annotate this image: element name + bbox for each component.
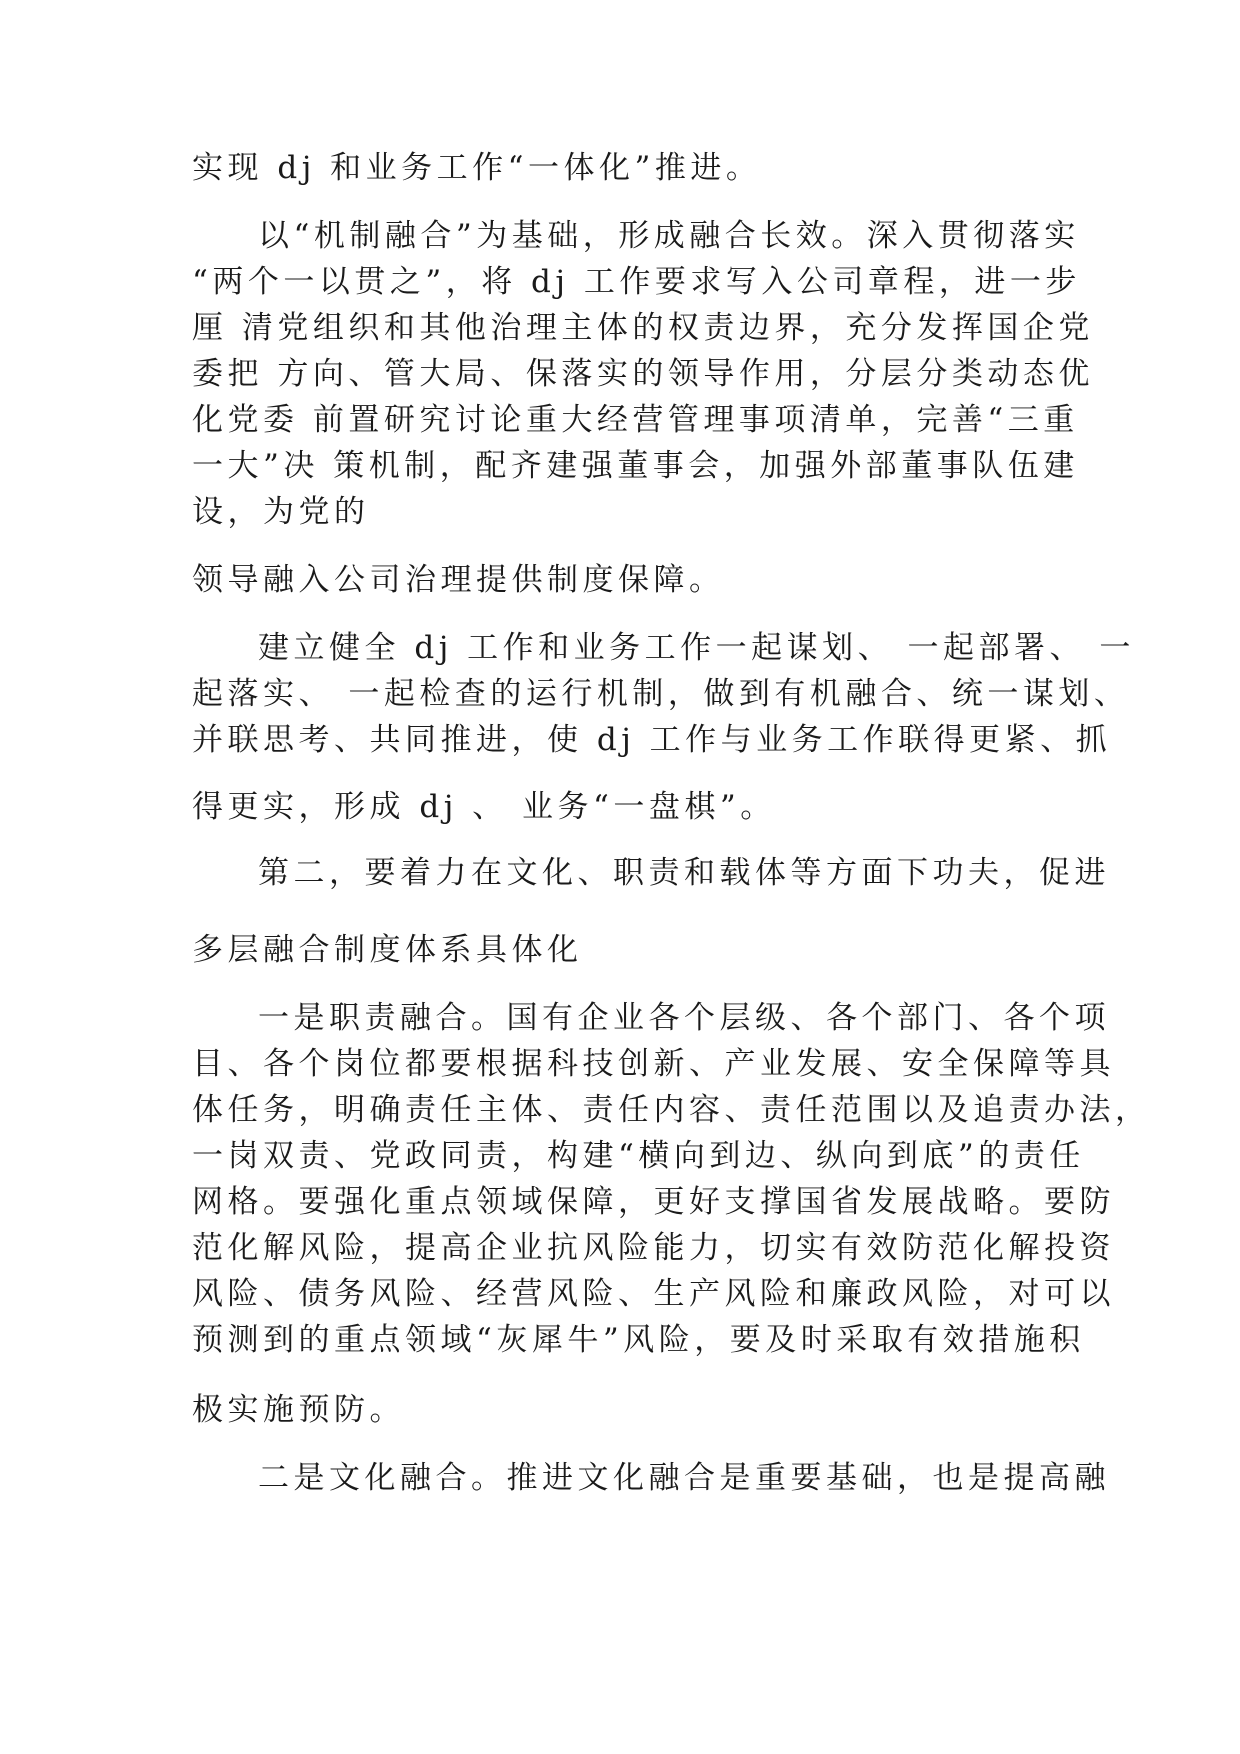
paragraph-first-line: 二是文化融合。推进文化融合是重要基础，也是提高融 [258,1460,1110,1496]
text-line: 预测到的重点领域“灰犀牛”风险，要及时采取有效措施积 [192,1322,1085,1358]
text-line: 风险、债务风险、经营风险、生产风险和廉政风险，对可以 [192,1276,1115,1312]
text-line: 体任务，明确责任主体、责任内容、责任范围以及追责办法， [192,1092,1151,1128]
paragraph-first-line: 第二，要着力在文化、职责和载体等方面下功夫，促进 [258,855,1110,891]
paragraph-first-line: 一是职责融合。国有企业各个层级、各个部门、各个项 [258,1000,1110,1036]
text-line: 网格。要强化重点领域保障，更好支撑国省发展战略。要防 [192,1184,1115,1220]
text-line: 委把 方向、管大局、保落实的领导作用，分层分类动态优 [192,356,1094,392]
paragraph-first-line: 建立健全 dj 工作和业务工作一起谋划、 一起部署、 一 [258,630,1135,666]
text-line: 一大”决 策机制，配齐建强董事会，加强外部董事队伍建 [192,448,1079,484]
paragraph-first-line: 以“机制融合”为基础，形成融合长效。深入贯彻落实 [258,218,1080,254]
section-heading-line: 多层融合制度体系具体化 [192,932,583,968]
text-line: 并联思考、共同推进，使 dj 工作与业务工作联得更紧、抓 [192,722,1112,758]
text-line: 极实施预防。 [192,1392,405,1428]
text-line: 一岗双责、党政同责，构建“横向到边、纵向到底”的责任 [192,1138,1085,1174]
text-line: 化党委 前置研究讨论重大经营管理事项清单，完善“三重 [192,402,1079,438]
text-line: 领导融入公司治理提供制度保障。 [192,562,725,598]
text-line: 设，为党的 [192,494,370,530]
text-line: 实现 dj 和业务工作“一体化”推进。 [192,150,762,186]
text-line: 厘 清党组织和其他治理主体的权责边界，充分发挥国企党 [192,310,1094,346]
text-line: 目、各个岗位都要根据科技创新、产业发展、安全保障等具 [192,1046,1115,1082]
text-line: 得更实，形成 dj 、 业务“一盘棋”。 [192,789,776,825]
text-line: 起落实、 一起检查的运行机制，做到有机融合、统一谋划、 [192,676,1130,712]
text-line: “两个一以贯之”，将 dj 工作要求写入公司章程，进一步 [192,264,1081,300]
text-line: 范化解风险，提高企业抗风险能力，切实有效防范化解投资 [192,1230,1115,1266]
